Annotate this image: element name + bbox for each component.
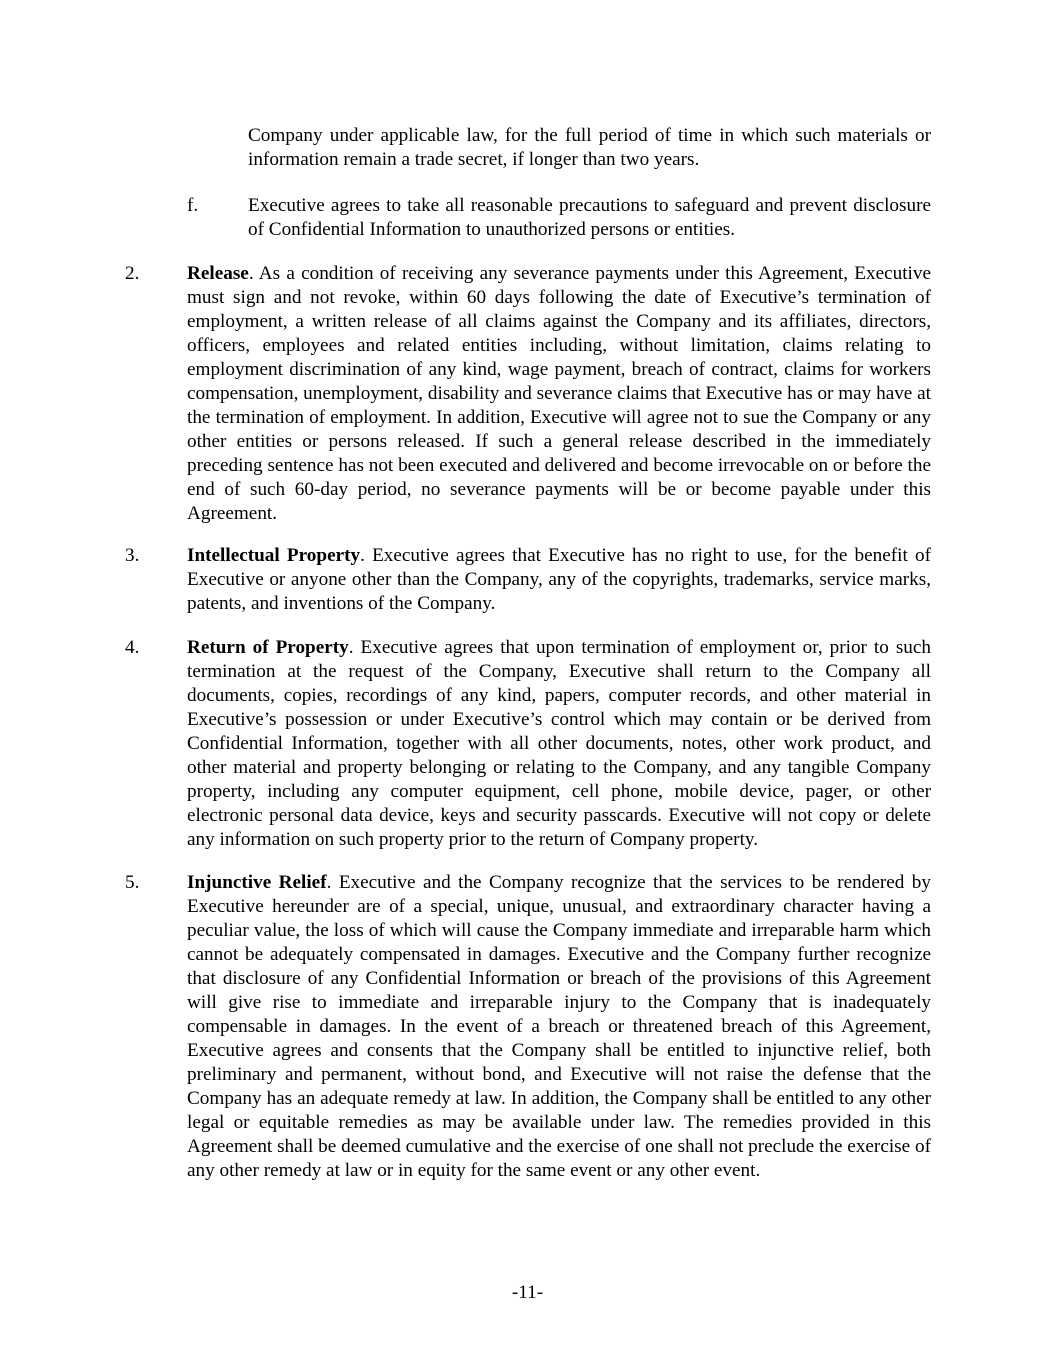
section-body <box>187 871 931 1183</box>
section-body <box>187 544 931 616</box>
section-number: 3. <box>125 545 140 566</box>
section-heading: Injunctive Relief <box>187 872 327 893</box>
section-heading: Release <box>187 263 249 284</box>
sub-item-text: Executive agrees to take all reasonable precautions to safeguard and prevent disclosure of Confidential Information to unauthorized persons or entities. <box>248 195 931 240</box>
section-text: . Executive agrees that upon termination of employment or, prior to such termination at the request of the Company, Executive shall return to the Company all documents, copies, recordings of any kind, papers, computer records, and other material in Executive’s possession or under Executive’s control which may contain or be derived from Confidential Information, together with all other documents, notes, other work product, and other material and property belonging or relating to the Company, and any tangible Company property, including any computer equipment, cell phone, mobile device, pager, or other electronic personal data device, keys and security passcards. Executive will not copy or delete any information on such property prior to the return of Company property. <box>187 637 931 850</box>
sub-item-label: f. <box>187 195 199 216</box>
section-text: . Executive and the Company recognize that the services to be rendered by Executive hereunder are of a special, unique, unusual, and extraordinary character having a peculiar value, the loss of which will cause the Company immediate and irreparable harm which cannot be adequately compensated in damages. Executive and the Company further recognize that disclosure of any Confidential Information or breach of the provisions of this Agreement will give rise to immediate and irreparable injury to the Company that is inadequately compensable in damages. In the event of a breach or threatened breach of this Agreement, Executive agrees and consents that the Company shall be entitled to injunctive relief, both preliminary and permanent, without bond, and Executive will not raise the defense that the Company has an adequate remedy at law. In addition, the Company shall be entitled to any other legal or equitable remedies as may be available under law. The remedies provided in this Agreement shall be deemed cumulative and the exercise of one shall not preclude the exercise of any other remedy at law or in equity for the same event or any other event. <box>187 872 931 1181</box>
section-return-of-property <box>125 636 931 852</box>
section-heading: Return of Property <box>187 637 349 658</box>
section-number: 4. <box>125 637 140 658</box>
section-number: 2. <box>125 263 140 284</box>
section-injunctive-relief <box>125 871 931 1183</box>
section-intellectual-property <box>125 544 931 616</box>
section-text: . As a condition of receiving any severance payments under this Agreement, Executive must sign and not revoke, within 60 days following the date of Executive’s termination of employment, a written release of all claims against the Company and its affiliates, directors, officers, employees and related entities including, without limitation, claims relating to employment discrimination of any kind, wage payment, breach of contract, claims for workers compensation, unemployment, disability and severance claims that Executive has or may have at the termination of employment. In addition, Executive will agree not to sue the Company or any other entities or persons released. If such a general release described in the immediately preceding sentence has not been executed and delivered and become irrevocable on or before the end of such 60-day period, no severance payments will be or become payable under this Agreement. <box>187 263 931 524</box>
section-text: . Executive agrees that Executive has no right to use, for the benefit of Executive or anyone other than the Company, any of the copyrights, trademarks, service marks, patents, and inventions of the Company. <box>187 545 931 614</box>
section-body <box>187 262 931 526</box>
page-number: -11- <box>511 1282 544 1303</box>
section-body <box>187 636 931 852</box>
section-release <box>125 262 931 526</box>
section-number: 5. <box>125 872 140 893</box>
section-heading: Intellectual Property <box>187 545 361 566</box>
carry-over-paragraph: Company under applicable law, for the full period of time in which such materials or information remain a trade secret, if longer than two years. <box>248 125 931 170</box>
sub-item-f <box>187 194 931 242</box>
